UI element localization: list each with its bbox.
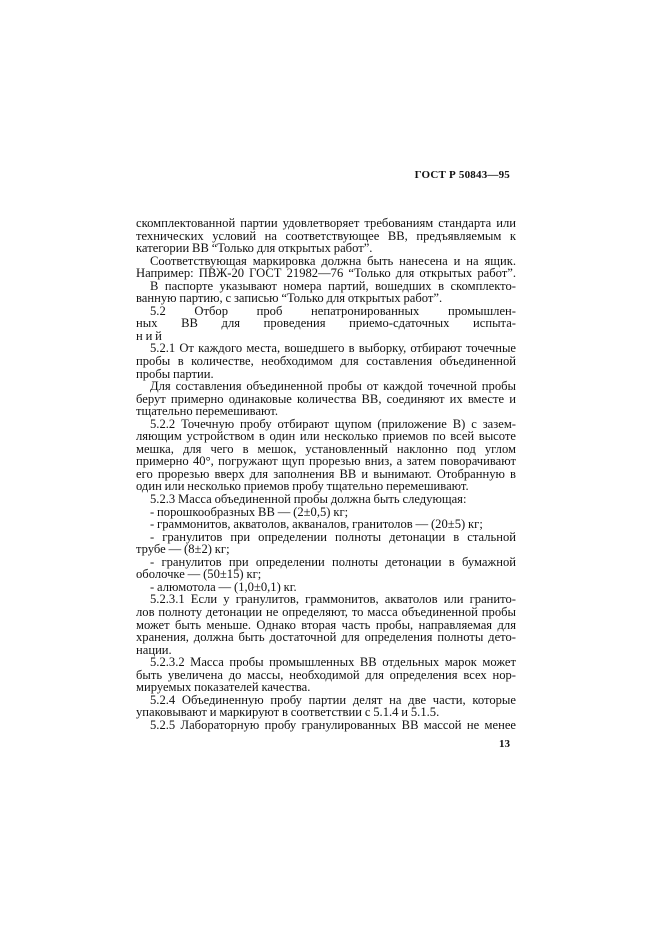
text-line: ных ВВ для проведения приемо-сдаточных испыта- <box>136 316 516 331</box>
text-line: 5.2.1 От каждого места, вошедшего в выборку, отбирают точечные <box>150 341 516 356</box>
text-line: В паспорте указывают номера партий, вошедших в скомплекто- <box>150 278 516 293</box>
text-line: его прорезью вверх для заполнения ВВ и вынимают. Отобранную в <box>136 466 516 481</box>
text-line: может быть меньше. Однако вторая часть пробы, направляемая для <box>136 617 516 632</box>
text-line: 5.2.5 Лабораторную пробу гранулированных ВВ массой не менее <box>150 717 516 732</box>
text-line: - гранулитов при определении полноты детонации в бумажной <box>150 554 516 569</box>
text-line: - алюмотола — (1,0±0,1) кг. <box>150 579 297 594</box>
text-line: берут примерно одинаковые количества ВВ, соединяют их вместе и <box>136 391 516 406</box>
text-line: 5.2 Отбор проб непатронированных промышлен- <box>150 303 516 318</box>
text-line: хранения, должна быть достаточной для определения полноты дето- <box>136 630 516 645</box>
text-line: ляющим устройством в один или несколько приемов по всей высоте <box>136 429 516 444</box>
text-line: ванную партию, с записью “Только для открытых работ”. <box>136 291 443 306</box>
text-line: примерно 40°, погружают щуп прорезью вниз, а затем поворачивают <box>136 454 516 469</box>
text-line: пробы партии. <box>136 366 214 381</box>
text-line: Например: ПВЖ-20 ГОСТ 21982—76 “Только для открытых работ”. <box>136 266 516 281</box>
text-line: пробы в количестве, необходимом для составления объединенной <box>136 354 516 369</box>
text-line: упаковывают и маркируют в соответствии с 5.1.4 и 5.1.5. <box>136 705 440 720</box>
text-line: нации. <box>136 642 172 657</box>
text-line: мируемых показателей качества. <box>136 680 311 695</box>
text-line: 5.2.3.1 Если у гранулитов, граммонитов, акватолов или гранито- <box>150 592 516 607</box>
document-code-header: ГОСТ Р 50843—95 <box>414 169 510 181</box>
page-number: 13 <box>499 738 510 750</box>
text-line: 5.2.3.2 Масса пробы промышленных ВВ отдельных марок может <box>150 655 516 670</box>
text-line: скомплектованной партии удовлетворяет требованиям стандарта или <box>136 216 516 230</box>
text-line: оболочке — (50±15) кг; <box>136 567 262 582</box>
text-line: быть увеличена до массы, необходимой для определения всех нор- <box>136 667 516 682</box>
text-line: 5.2.4 Объединенную пробу партии делят на две части, которые <box>150 692 516 707</box>
text-line: один или несколько приемов пробу тщательно перемешивают. <box>136 479 469 494</box>
text-line: тщательно перемешивают. <box>136 404 278 419</box>
text-line: Соответствующая маркировка должна быть нанесена и на ящик. <box>150 253 516 268</box>
text-line: Для составления объединенной пробы от каждой точечной пробы <box>150 379 516 394</box>
text-line: - гранулитов при определении полноты детонации в стальной <box>150 529 516 544</box>
text-line: - граммонитов, акватолов, акваналов, гранитолов — (20±5) кг; <box>150 517 483 532</box>
text-line: мешка, для чего в мешок, установленный наклонно под углом <box>136 441 516 456</box>
text-line: категории ВВ “Только для открытых работ”. <box>136 241 373 256</box>
text-line: н и й <box>136 328 162 343</box>
text-line: технических условий на соответствующее ВВ, предъявляемым к <box>136 228 516 243</box>
body-text <box>136 217 516 731</box>
text-line: 5.2.2 Точечную пробу отбирают щупом (приложение В) с зазем- <box>150 416 516 431</box>
text-line: - порошкообразных ВВ — (2±0,5) кг; <box>150 504 349 519</box>
text-line: 5.2.3 Масса объединенной пробы должна быть следующая: <box>150 492 467 507</box>
text-line: трубе — (8±2) кг; <box>136 542 230 557</box>
text-line: лов полноту детонации не определяют, то масса объединенной пробы <box>136 604 516 619</box>
